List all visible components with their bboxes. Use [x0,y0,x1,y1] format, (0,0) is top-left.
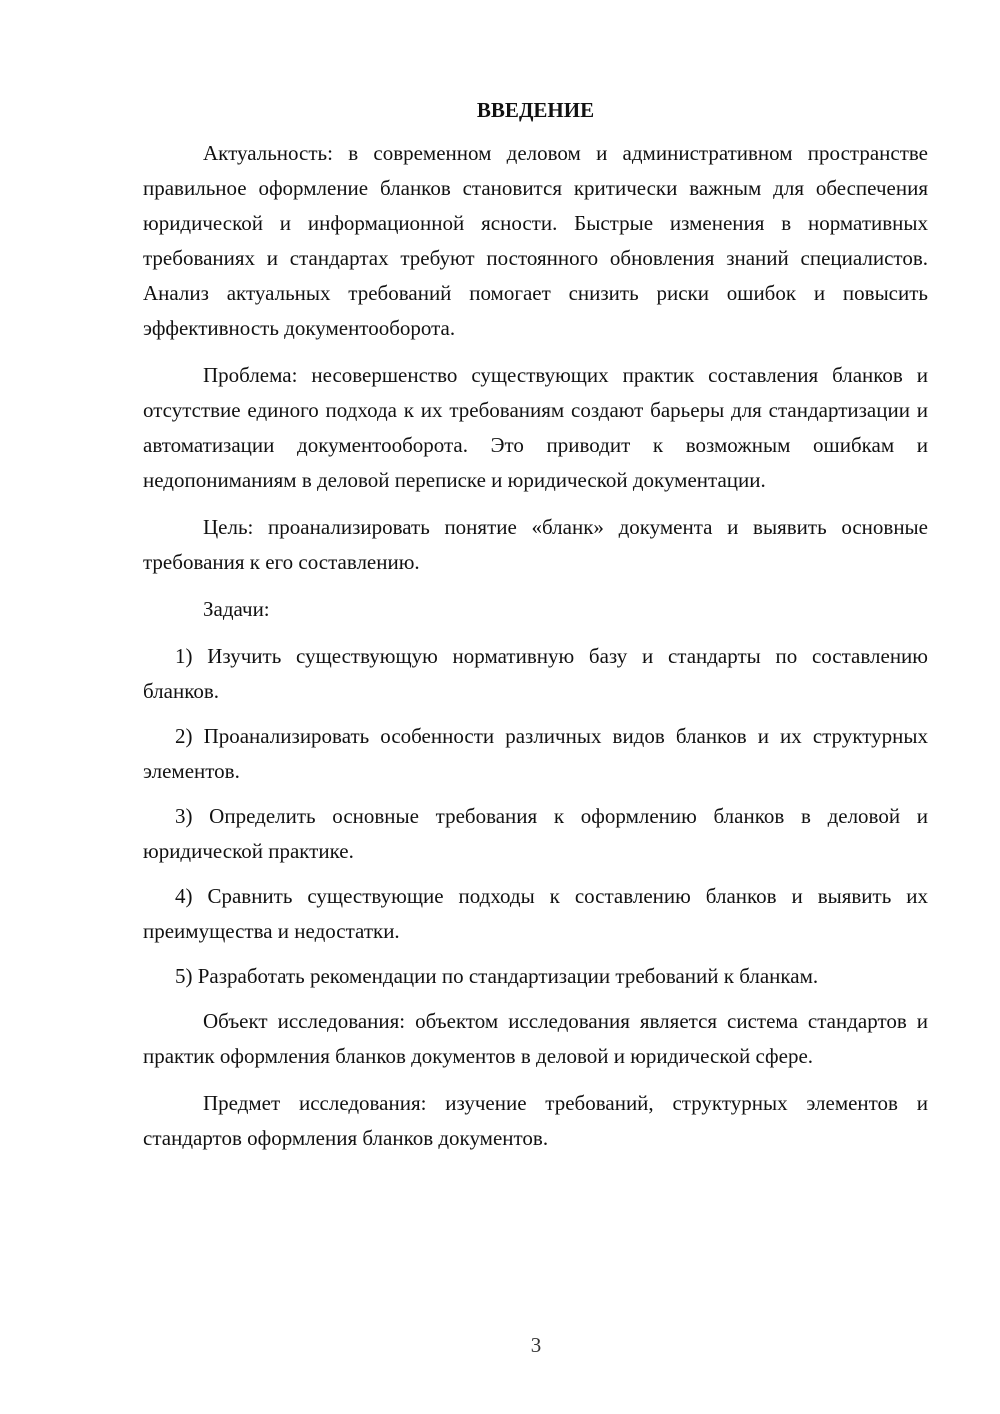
tasks-heading: Задачи: [203,597,270,621]
task-item-3: 3) Определить основные требования к оформлению бланков в деловой и юридической практике. [143,804,928,863]
page-content [143,94,928,1168]
page-number: 3 [530,1333,542,1357]
relevance-paragraph: Актуальность: в современном деловом и административном пространстве правильное оформление бланков становится критически важным для обеспечения юридической и информационной ясности. Быстрые изменения в нормативных требованиях и стандартах требуют постоянного обновления знаний специалистов. Анализ актуальных требований помогает снизить риски ошибок и повысить эффективность документооборота. [143,141,928,340]
task-item-2: 2) Проанализировать особенности различных видов бланков и их структурных элементов. [143,724,928,783]
problem-paragraph: Проблема: несовершенство существующих практик составления бланков и отсутствие единого подхода к их требованиям создают барьеры для стандартизации и автоматизации документооборота. Это приводит к возможным ошибкам и недопониманиям в деловой переписке и юридической документации. [143,363,928,492]
goal-paragraph: Цель: проанализировать понятие «бланк» документа и выявить основные требования к его составлению. [143,515,928,574]
task-item-1: 1) Изучить существующую нормативную базу и стандарты по составлению бланков. [143,644,928,703]
task-item-4: 4) Сравнить существующие подходы к составлению бланков и выявить их преимущества и недостатки. [143,884,928,943]
research-subject-paragraph: Предмет исследования: изучение требований, структурных элементов и стандартов оформления бланков документов. [143,1091,928,1150]
page-title: ВВЕДЕНИЕ [476,98,595,122]
task-item-5: 5) Разработать рекомендации по стандартизации требований к бланкам. [175,964,819,988]
research-object-paragraph: Объект исследования: объектом исследования является система стандартов и практик оформления бланков документов в деловой и юридической сфере. [143,1009,928,1068]
